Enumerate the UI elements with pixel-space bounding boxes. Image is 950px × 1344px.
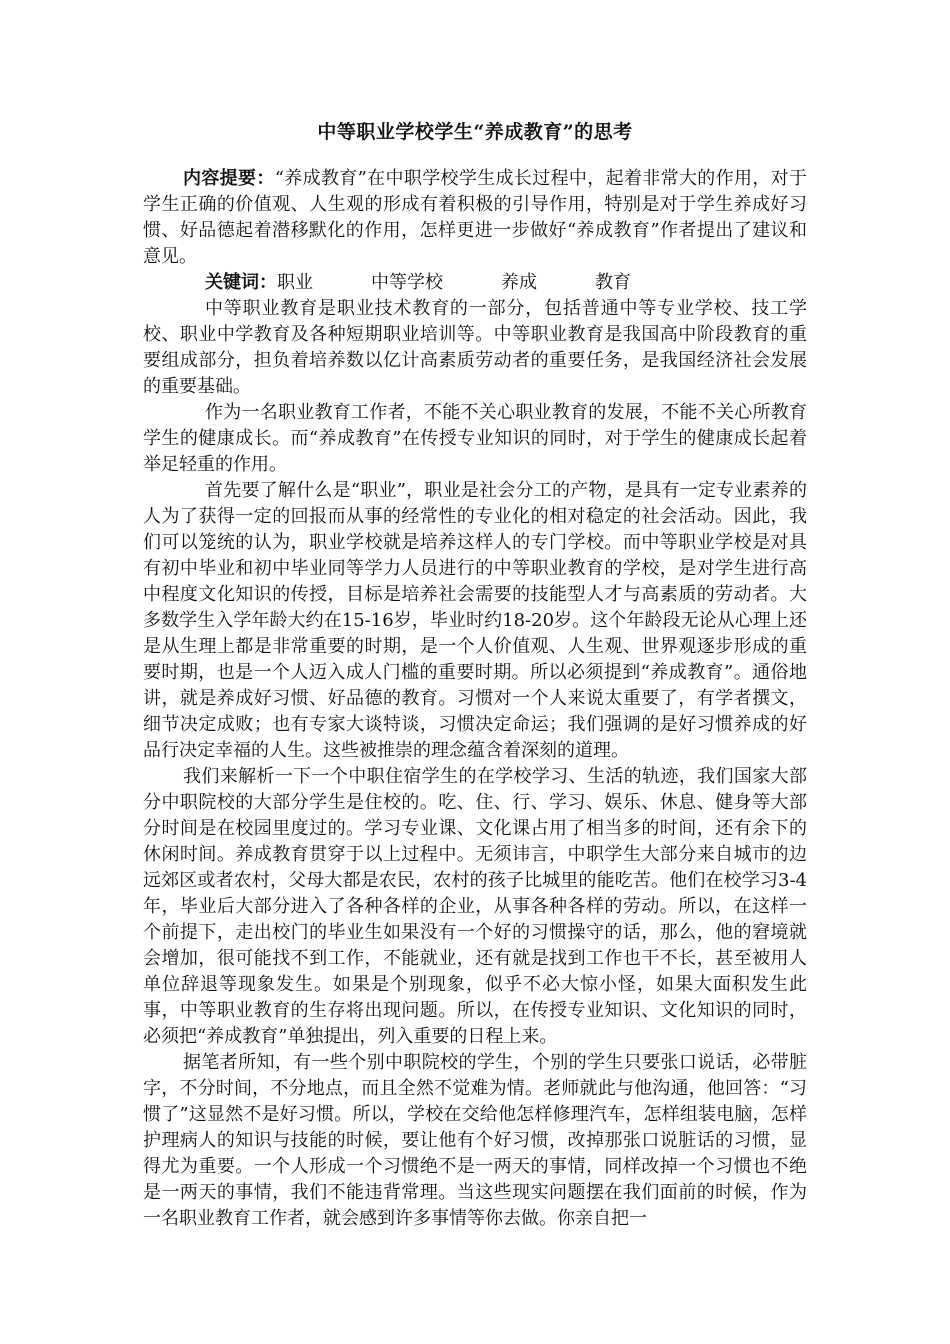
body-paragraph: 作为一名职业教育工作者，不能不关心职业教育的发展，不能不关心所教育学生的健康成长。而“养成教育”在传授专业知识的同时，对于学生的健康成长起着举足轻重的作用。 <box>143 402 807 475</box>
body-paragraph: 首先要了解什么是“职业”，职业是社会分工的产物，是具有一定专业素养的人为了获得一定的回报而从事的经常性的专业化的相对稳定的社会活动。因此，我们可以笼统的认为，职业学校就是培养这样人的专门学校。而中等职业学校是对具有初中毕业和初中毕业同等学力人员进行的中等职业教育的学校，是对学生进行高中程度文化知识的传授，目标是培养社会需要的技能型人才与高素质的劳动者。大多数学生入学年龄大约在15-16岁，毕业时约18-20岁。这个年龄段无论从心理上还是从生理上都是非常重要的时期，是一个人价值观、人生观、世界观逐步形成的重要时期，也是一个人迈入成人门槛的重要时期。所以必须提到“养成教育”。通俗地讲，就是养成好习惯、好品德的教育。习惯对一个人来说太重要了，有学者撰文，细节决定成败；也有专家大谈特谈，习惯决定命运；我们强调的是好习惯养成的好品行决定幸福的人生。这些被推崇的理念蕴含着深刻的道理。 <box>143 480 807 761</box>
keyword-item: 中等学校 <box>371 272 443 293</box>
body-paragraph: 据笔者所知，有一些个别中职院校的学生，个别的学生只要张口说话，必带脏字，不分时间，不分地点，而且全然不觉难为情。老师就此与他沟通，他回答：“习惯了”这显然不是好习惯。所以，学校在交给他怎样修理汽车，怎样组装电脑，怎样护理病人的知识与技能的时候，要让他有个好习惯，改掉那张口说脏话的习惯，显得尤为重要。一个人形成一个习惯绝不是一两天的事情，同样改掉一个习惯也不绝是一两天的事情，我们不能违背常理。当这些现实问题摆在我们面前的时候，作为一名职业教育工作者，就会感到许多事情等你去做。你亲自把一 <box>143 1052 807 1229</box>
keyword-item: 养成 <box>501 272 537 293</box>
document-title: 中等职业学校学生“养成教育”的思考 <box>317 121 633 143</box>
keywords-line <box>143 270 807 296</box>
document-page <box>143 118 807 1232</box>
keyword-item: 教育 <box>595 272 631 293</box>
abstract-text: “养成教育”在中职学校学生成长过程中，起着非常大的作用，对于学生正确的价值观、人生观的形成有着积极的引导作用，特别是对于学生养成好习惯、好品德起着潜移默化的作用，怎样更进一步做好“养成教育”作者提出了建议和意见。 <box>143 168 808 267</box>
keyword-item: 职业 <box>277 272 313 293</box>
body-paragraph: 中等职业教育是职业技术教育的一部分，包括普通中等专业学校、技工学校、职业中学教育及各种短期职业培训等。中等职业教育是我国高中阶段教育的重要组成部分，担负着培养数以亿计高素质劳动者的重要任务，是我国经济社会发展的重要基础。 <box>143 298 807 397</box>
body-paragraph: 我们来解析一下一个中职住宿学生的在学校学习、生活的轨迹，我们国家大部分中职院校的大部分学生是住校的。吃、住、行、学习、娱乐、休息、健身等大部分时间是在校园里度过的。学习专业课、文化课占用了相当多的时间，还有余下的休闲时间。养成教育贯穿于以上过程中。无须讳言，中职学生大部分来自城市的边远郊区或者农村，父母大都是农民，农村的孩子比城里的能吃苦。他们在校学习3-4年，毕业后大部分进入了各种各样的企业，从事各种各样的劳动。所以，在这样一个前提下，走出校门的毕业生如果没有一个好的习惯操守的话，那么，他的窘境就会增加，很可能找不到工作，不能就业，还有就是找到工作也干不长，甚至被用人单位辞退等现象发生。如果是个别现象，似乎不必大惊小怪，如果大面积发生此事，中等职业教育的生存将出现问题。所以，在传授专业知识、文化知识的同时，必须把“养成教育”单独提出，列入重要的日程上来。 <box>143 766 807 1047</box>
abstract-paragraph <box>143 166 807 270</box>
abstract-label: 内容提要： <box>183 168 275 189</box>
keywords-label: 关键词： <box>205 272 277 293</box>
